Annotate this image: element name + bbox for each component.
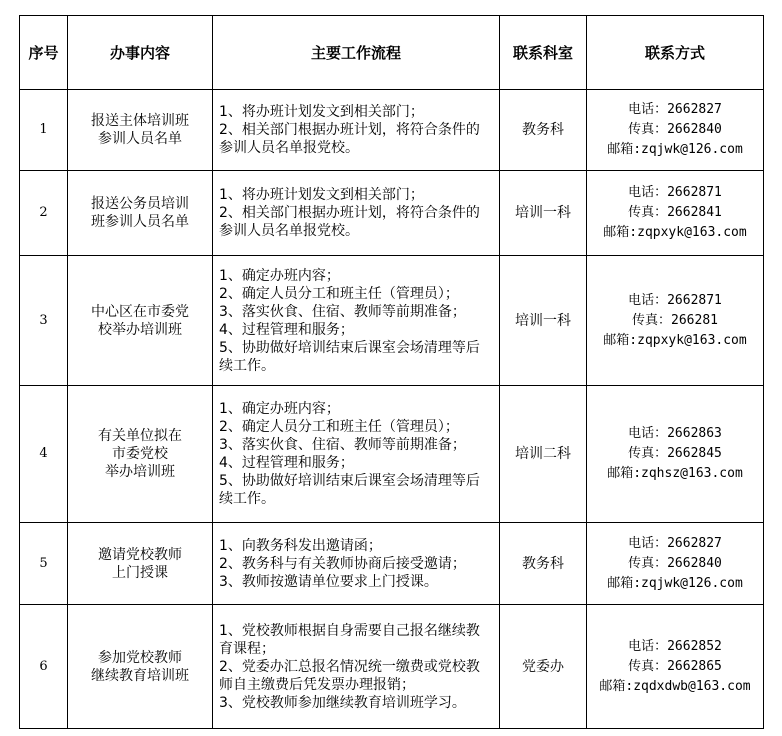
flow-step: 1、确定办班内容；: [219, 401, 340, 417]
phone-text: 电话：2662852: [628, 638, 722, 654]
flow-step: 4、过程管理和服务；: [219, 455, 354, 471]
flow-step: 4、过程管理和服务；: [219, 321, 354, 338]
row-dept: 教务科: [500, 90, 587, 171]
phone-text: 电话：2662871: [628, 185, 722, 200]
fax-text: 传真：2662840: [628, 555, 722, 571]
flow-step: 1、确定办班内容；: [219, 267, 340, 284]
row-dept: 培训一科: [500, 256, 587, 386]
flow-step: 3、落实伙食、住宿、教师等前期准备；: [219, 437, 466, 453]
phone-text: 电话：2662863: [628, 426, 722, 441]
row-contact: [587, 171, 764, 256]
phone-text: 电话：2662827: [628, 535, 722, 551]
row-seq: 5: [20, 523, 68, 605]
flow-step: 5、协助做好培训结束后课室会场清理等后续工作。: [219, 339, 480, 374]
header-dept: 联系科室: [500, 16, 587, 90]
row-content: [68, 256, 213, 386]
flow-step: 1、向教务科发出邀请函；: [219, 537, 382, 554]
row-seq: 2: [20, 171, 68, 256]
row-contact: [587, 523, 764, 605]
content-line: 市委党校: [112, 446, 168, 462]
table-row: [20, 171, 764, 256]
flow-step: 2、确定人员分工和班主任（管理员）；: [219, 419, 459, 435]
row-flow: [213, 386, 500, 523]
row-flow: [213, 171, 500, 256]
row-content: [68, 171, 213, 256]
row-flow: [213, 605, 500, 729]
row-content: [68, 90, 213, 171]
email-text: 邮箱:zqdxdwb@163.com: [599, 678, 751, 694]
fax-text: 传真：2662841: [628, 205, 722, 220]
email-text: 邮箱:zqpxyk@163.com: [603, 225, 747, 240]
table-row: [20, 256, 764, 386]
row-contact: [587, 90, 764, 171]
content-line: 报送公务员培训: [91, 196, 189, 212]
content-line: 参加党校教师: [98, 649, 182, 666]
fax-text: 传真：2662845: [628, 446, 722, 461]
fax-text: 传真：266281: [632, 312, 718, 328]
row-content: [68, 386, 213, 523]
flow-step: 3、落实伙食、住宿、教师等前期准备；: [219, 303, 466, 320]
row-dept: 培训一科: [500, 171, 587, 256]
header-seq: 序号: [20, 16, 68, 90]
content-line: 继续教育培训班: [91, 667, 189, 684]
service-table: [19, 15, 764, 729]
content-line: 举办培训班: [105, 464, 175, 480]
content-line: 中心区在市委党: [91, 303, 189, 320]
row-dept: 教务科: [500, 523, 587, 605]
content-line: 参训人员名单: [98, 131, 182, 147]
flow-step: 2、确定人员分工和班主任（管理员）；: [219, 285, 459, 302]
header-flow: 主要工作流程: [213, 16, 500, 90]
email-text: 邮箱:zqjwk@126.com: [607, 142, 743, 157]
email-text: 邮箱:zqhsz@163.com: [607, 466, 743, 481]
content-line: 上门授课: [112, 564, 168, 581]
fax-text: 传真：2662865: [628, 658, 722, 674]
flow-step: 2、相关部门根据办班计划，将符合条件的参训人员名单报党校。: [219, 122, 480, 156]
table-row: [20, 386, 764, 523]
row-content: [68, 605, 213, 729]
row-flow: [213, 256, 500, 386]
header-contact: 联系方式: [587, 16, 764, 90]
row-contact: [587, 386, 764, 523]
row-seq: 1: [20, 90, 68, 171]
fax-text: 传真：2662840: [628, 122, 722, 137]
flow-step: 3、党校教师参加继续教育培训班学习。: [219, 694, 466, 711]
row-contact: [587, 256, 764, 386]
flow-step: 2、相关部门根据办班计划，将符合条件的参训人员名单报党校。: [219, 205, 480, 239]
content-line: 有关单位拟在: [98, 428, 182, 444]
table-row: [20, 523, 764, 605]
flow-step: 1、将办班计划发文到相关部门；: [219, 187, 424, 203]
flow-step: 3、教师按邀请单位要求上门授课。: [219, 573, 438, 590]
header-content: 办事内容: [68, 16, 213, 90]
row-content: [68, 523, 213, 605]
table-row: [20, 605, 764, 729]
phone-text: 电话：2662871: [628, 292, 722, 308]
row-flow: [213, 90, 500, 171]
flow-step: 2、教务科与有关教师协商后接受邀请；: [219, 555, 466, 572]
flow-step: 1、将办班计划发文到相关部门；: [219, 104, 424, 120]
row-seq: 6: [20, 605, 68, 729]
flow-step: 5、协助做好培训结束后课室会场清理等后续工作。: [219, 473, 480, 507]
row-contact: [587, 605, 764, 729]
row-dept: 党委办: [500, 605, 587, 729]
content-line: 校举办培训班: [98, 321, 182, 338]
row-seq: 4: [20, 386, 68, 523]
table-row: [20, 90, 764, 171]
email-text: 邮箱:zqjwk@126.com: [607, 575, 743, 591]
row-dept: 培训二科: [500, 386, 587, 523]
content-line: 班参训人员名单: [91, 214, 189, 230]
phone-text: 电话：2662827: [628, 102, 722, 117]
flow-step: 2、党委办汇总报名情况统一缴费或党校教师自主缴费后凭发票办理报销；: [219, 658, 480, 693]
row-seq: 3: [20, 256, 68, 386]
header-row: [20, 16, 764, 90]
content-line: 报送主体培训班: [91, 113, 189, 129]
content-line: 邀请党校教师: [98, 546, 182, 563]
flow-step: 1、党校教师根据自身需要自己报名继续教育课程；: [219, 622, 480, 657]
row-flow: [213, 523, 500, 605]
email-text: 邮箱:zqpxyk@163.com: [603, 332, 747, 348]
